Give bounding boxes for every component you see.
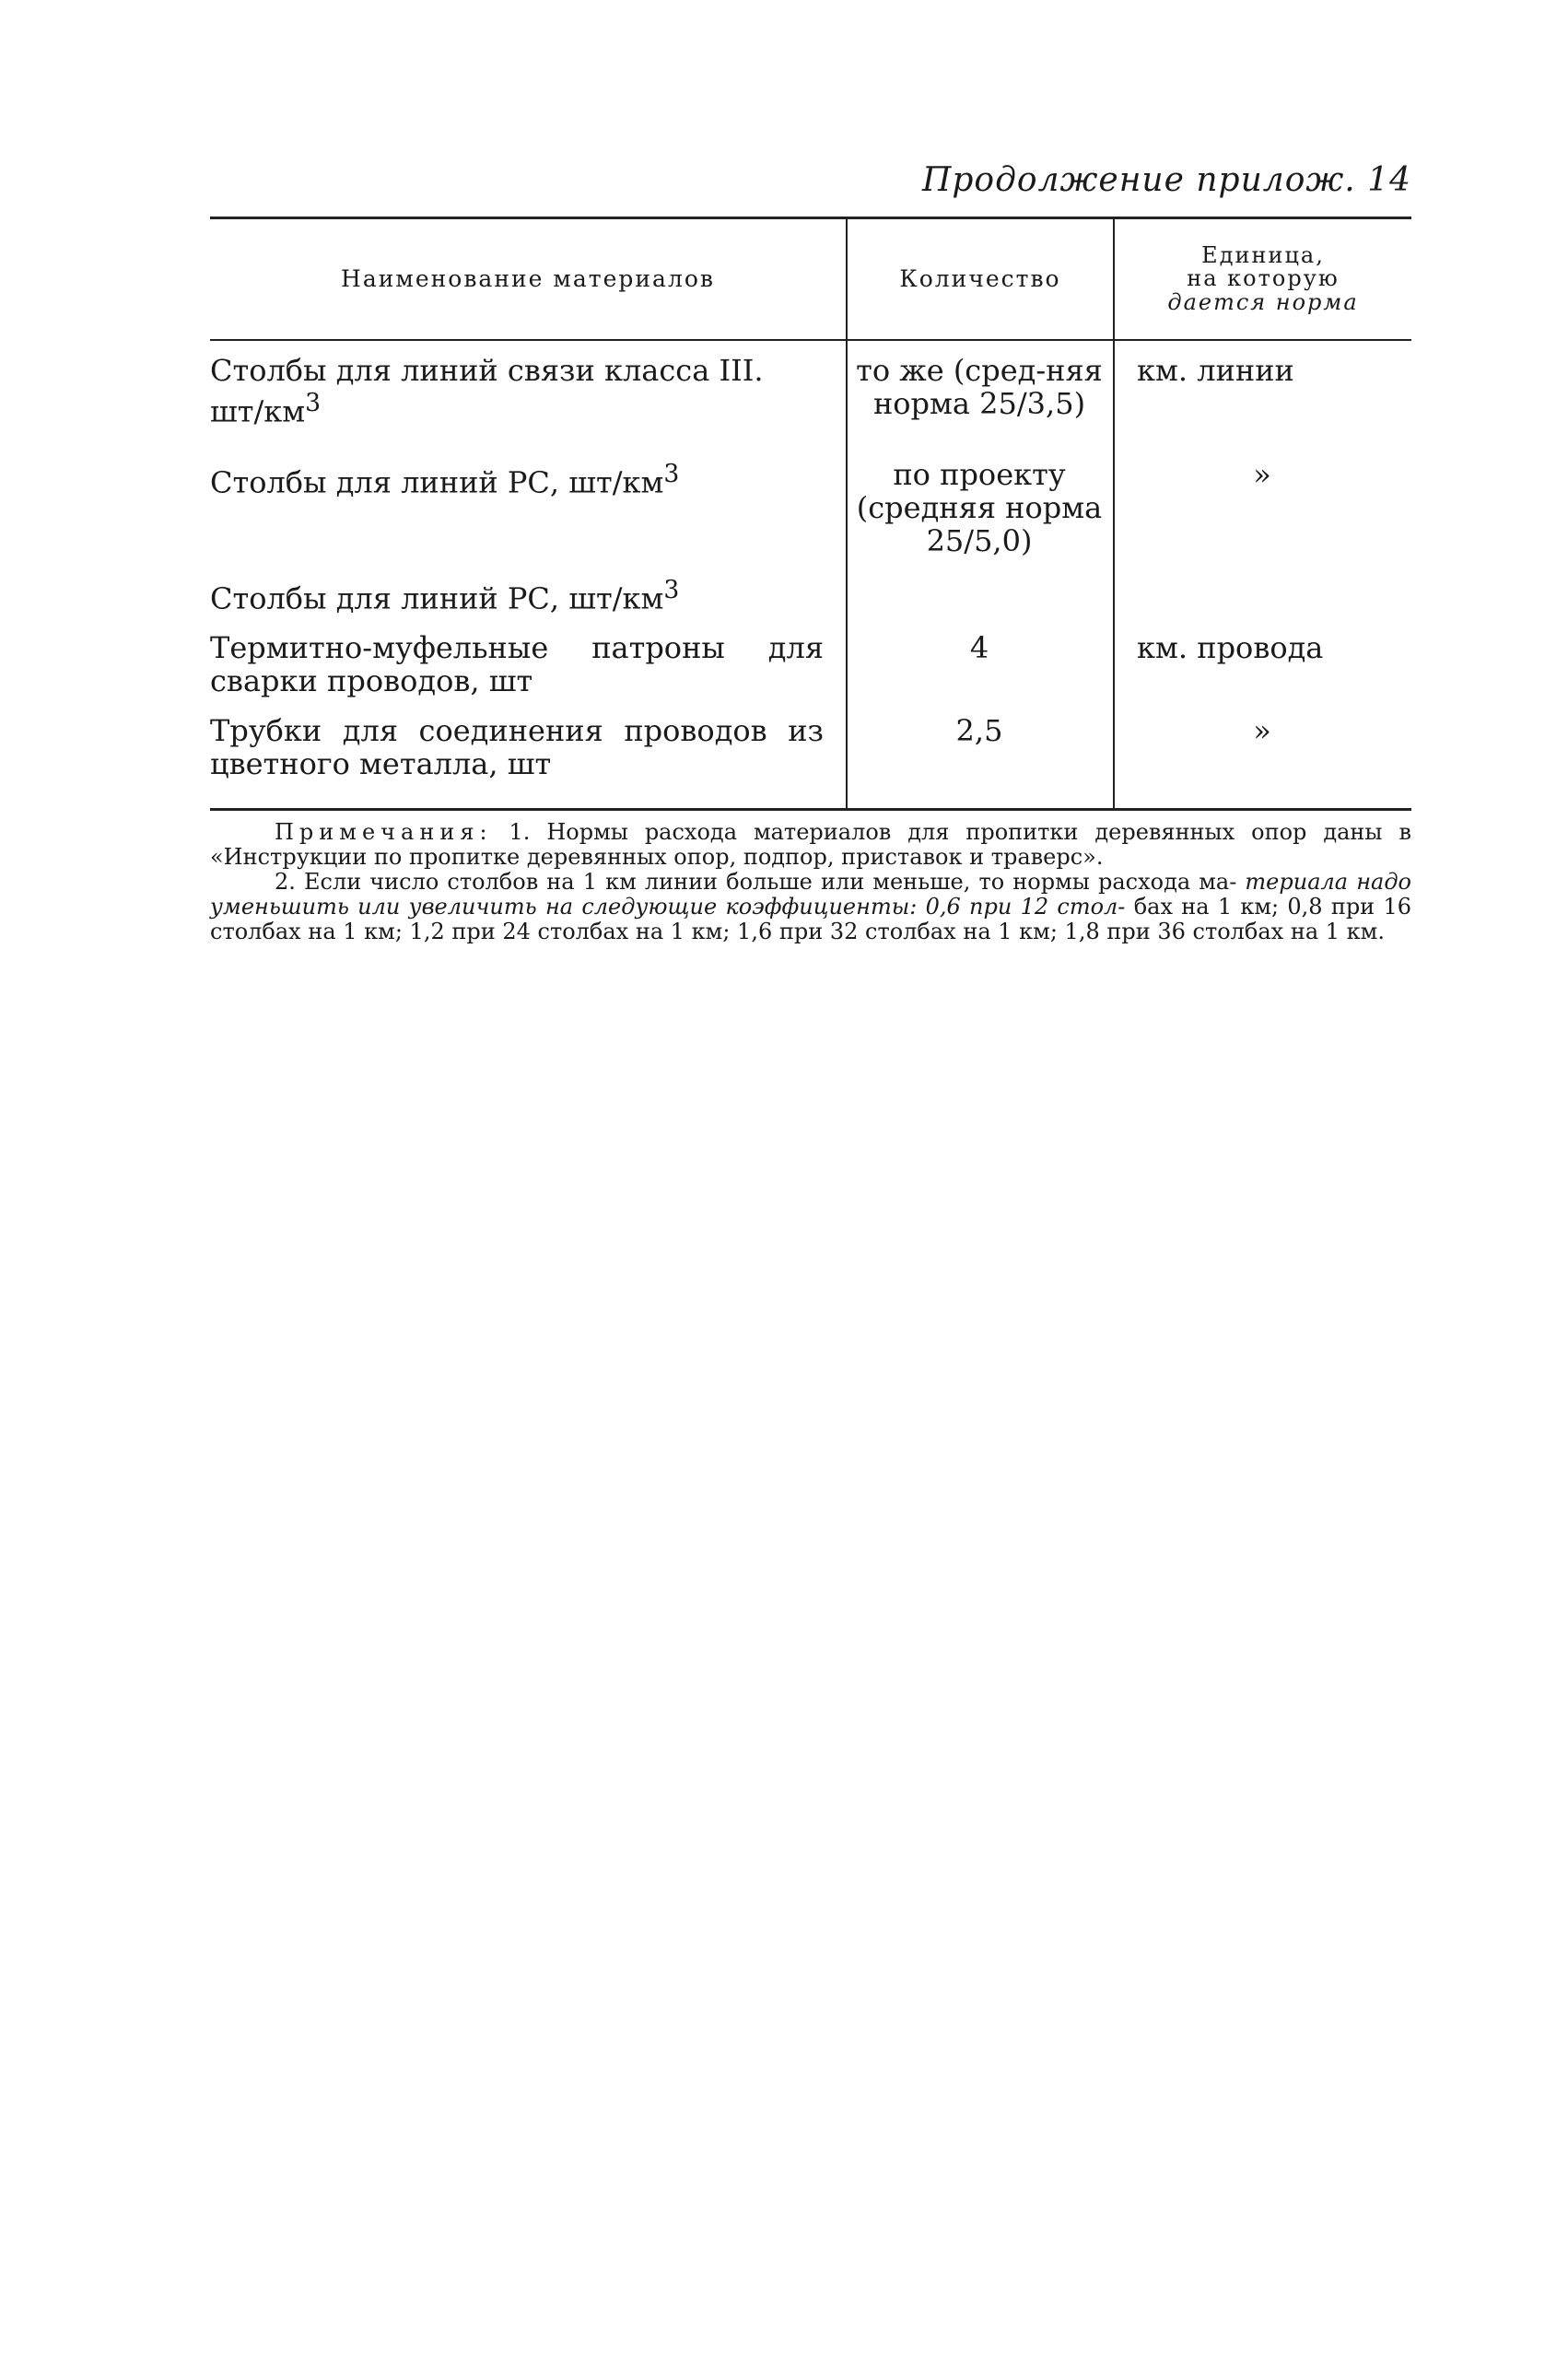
- table-bottom-rule: [210, 808, 1411, 811]
- notes-label: Примечания:: [275, 819, 493, 845]
- table-header-row: [210, 219, 1411, 339]
- continuation-header: Продолжение прилож. 14: [921, 161, 1411, 199]
- column-header-name: Наименование материалов: [341, 264, 715, 292]
- row-quantity: 2,5: [955, 713, 1003, 749]
- note-2: 2. Если число столбов на 1 км линии больше или меньше, то нормы расхода ма- териала надо уменьшить или увеличить на следующие коэффициенты: 0,6 при 12 стол- бах на 1 км; 0,8 при 16 столбах на 1 км; 1,2 при 24 столбах на 1 км; 1,6 при 32 столбах на 1 км; 1,8 при 36 столбах на 1 км.: [210, 869, 1411, 944]
- row-name: Столбы для линий РС, $шт/км^3$: [210, 459, 680, 500]
- column-divider: [1113, 341, 1115, 808]
- row-name: Столбы для линий связи класса III. $шт/км^3$: [210, 353, 764, 429]
- table-row: [210, 454, 1411, 557]
- materials-table: [210, 217, 1411, 811]
- unit-header-line1: Единица,: [1201, 242, 1325, 269]
- row-unit: [1113, 570, 1411, 615]
- table-body: [210, 341, 1411, 808]
- row-unit: »: [1253, 456, 1271, 492]
- row-unit: км. линии: [1137, 353, 1294, 388]
- row-name: Термитно-муфельные патроны для сварки проводов, шт: [210, 630, 824, 699]
- row-name: Трубки для соединения проводов из цветного металла, шт: [210, 713, 824, 782]
- row-quantity: 4: [969, 630, 989, 666]
- table-row: [210, 350, 1411, 428]
- column-divider: [846, 341, 848, 808]
- column-header-quantity: Количество: [846, 219, 1113, 339]
- note-1: Примечания: 1. Нормы расхода материалов для пропитки деревянных опор даны в «Инструкции по пропитке деревянных опор, подпор, приставок и траверс».: [210, 819, 1411, 870]
- row-unit: »: [1253, 713, 1271, 749]
- unit-header-line2: на которую: [1187, 265, 1340, 292]
- row-quantity: [846, 570, 1113, 615]
- row-name: Столбы для линий РС, $шт/км^3$: [210, 575, 680, 616]
- table-row: [210, 627, 1411, 697]
- row-quantity: по проекту (средняя норма 25/5,0): [856, 456, 1103, 558]
- row-quantity: то же (сред-няя норма 25/3,5): [856, 353, 1103, 421]
- row-unit: км. провода: [1137, 630, 1324, 666]
- table-row: [210, 570, 1411, 615]
- table-row: [210, 710, 1411, 780]
- table-notes: [210, 820, 1411, 944]
- column-header-unit: [1113, 219, 1411, 339]
- unit-header-line3: дается норма: [1167, 288, 1359, 315]
